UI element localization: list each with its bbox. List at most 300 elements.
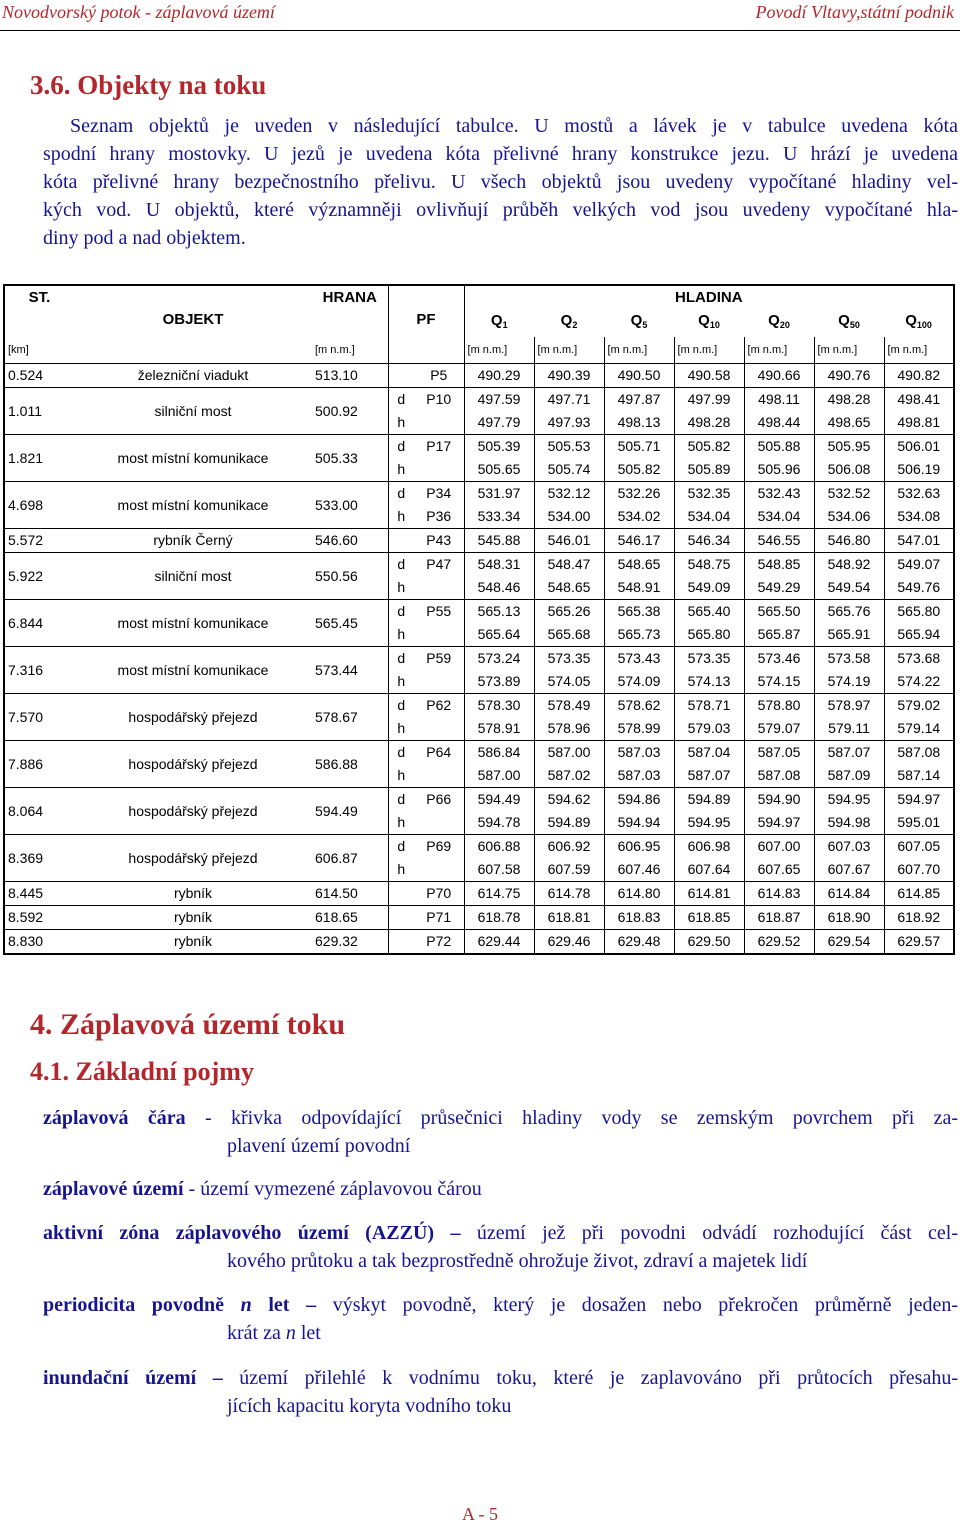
cell-level: 607.00 <box>744 835 814 859</box>
cell-level: 548.31 <box>464 553 534 577</box>
cell-station: 0.524 <box>4 364 74 388</box>
cell-level: 545.88 <box>464 529 534 553</box>
cell-level: 490.39 <box>534 364 604 388</box>
cell-level: 578.99 <box>604 717 674 741</box>
cell-level: 534.08 <box>884 505 954 529</box>
cell-pf: P71 <box>414 906 464 930</box>
cell-level: 548.46 <box>464 576 534 600</box>
cell-level: 565.94 <box>884 623 954 647</box>
cell-level: 578.49 <box>534 694 604 718</box>
unit-hrana: [m n.m.] <box>312 337 388 364</box>
cell-level: 573.89 <box>464 670 534 694</box>
cell-level: 534.04 <box>744 505 814 529</box>
table-row <box>4 435 954 459</box>
cell-object: most místní komunikace <box>74 435 312 482</box>
cell-level: 629.44 <box>464 930 534 955</box>
cell-object: hospodářský přejezd <box>74 835 312 882</box>
cell-pf: P66 <box>414 788 464 812</box>
cell-level: 587.03 <box>604 764 674 788</box>
cell-level: 578.30 <box>464 694 534 718</box>
cell-level: 548.85 <box>744 553 814 577</box>
cell-level: 586.84 <box>464 741 534 765</box>
cell-level: 548.92 <box>814 553 884 577</box>
cell-level: 498.81 <box>884 411 954 435</box>
definition-item: záplavové území - území vymezené záplavovou čárou <box>43 1178 482 1200</box>
cell-level: 614.84 <box>814 882 884 906</box>
cell-level: 629.48 <box>604 930 674 955</box>
cell-pf: P17 <box>414 435 464 459</box>
cell-object: hospodářský přejezd <box>74 788 312 835</box>
definition-term: záplavová čára <box>43 1107 186 1129</box>
cell-station: 5.922 <box>4 553 74 600</box>
cell-hrana: 505.33 <box>312 435 388 482</box>
cell-level: 505.89 <box>674 458 744 482</box>
cell-level: 490.82 <box>884 364 954 388</box>
cell-object: hospodářský přejezd <box>74 741 312 788</box>
cell-level: 606.92 <box>534 835 604 859</box>
cell-side: d <box>388 694 414 718</box>
cell-level: 505.65 <box>464 458 534 482</box>
cell-level: 498.13 <box>604 411 674 435</box>
cell-level: 578.80 <box>744 694 814 718</box>
cell-level: 587.00 <box>534 741 604 765</box>
cell-level: 607.59 <box>534 858 604 882</box>
cell-level: 594.94 <box>604 811 674 835</box>
cell-station: 7.886 <box>4 741 74 788</box>
cell-level: 618.83 <box>604 906 674 930</box>
cell-level: 505.71 <box>604 435 674 459</box>
cell-level: 594.97 <box>884 788 954 812</box>
cell-level: 587.14 <box>884 764 954 788</box>
cell-side: h <box>388 858 414 882</box>
table-row <box>4 647 954 671</box>
cell-object: rybník Černý <box>74 529 312 553</box>
cell-level: 594.49 <box>464 788 534 812</box>
page-number: A - 5 <box>462 1504 498 1524</box>
cell-level: 546.80 <box>814 529 884 553</box>
header-q-5: $Q_5$ <box>630 312 648 330</box>
cell-level: 587.08 <box>744 764 814 788</box>
header-q-1: $Q_1$ <box>464 309 534 337</box>
definition-text: kového průtoku a tak bezprostředně ohrožuje život, zdraví a majetek lidí <box>227 1250 808 1272</box>
definition-text: území vymezené záplavovou čárou <box>200 1178 482 1200</box>
cell-level: 618.81 <box>534 906 604 930</box>
cell-object: most místní komunikace <box>74 482 312 529</box>
definition-item: záplavová čára - křivka odpovídající průsečnici hladiny vody se zemským povrchem při za- plavení území povodní <box>43 1104 958 1160</box>
cell-level: 587.02 <box>534 764 604 788</box>
cell-level: 505.82 <box>604 458 674 482</box>
cell-pf <box>414 858 464 882</box>
cell-pf <box>414 623 464 647</box>
cell-hrana: 606.87 <box>312 835 388 882</box>
cell-level: 573.46 <box>744 647 814 671</box>
definition-text: území přilehlé k vodnímu toku, které je zaplavováno při průtocích přesahu- <box>239 1367 958 1389</box>
unit-q: [m n.m.] <box>674 337 744 364</box>
cell-level: 565.76 <box>814 600 884 624</box>
cell-hrana: 513.10 <box>312 364 388 388</box>
cell-pf <box>414 670 464 694</box>
intro-line: kóta přelivné hrany bezpečnostního přelivu. U všech objektů jsou uvedeny vypočítané hladiny vel- <box>43 171 958 193</box>
header-st: ST. <box>28 289 51 306</box>
cell-level: 578.96 <box>534 717 604 741</box>
cell-side: h <box>388 623 414 647</box>
cell-level: 549.07 <box>884 553 954 577</box>
cell-level: 565.80 <box>884 600 954 624</box>
cell-side: h <box>388 458 414 482</box>
table-row <box>4 788 954 812</box>
cell-pf: P5 <box>414 364 464 388</box>
cell-side: h <box>388 717 414 741</box>
cell-object: rybník <box>74 930 312 955</box>
cell-level: 574.13 <box>674 670 744 694</box>
cell-pf: P55 <box>414 600 464 624</box>
cell-level: 534.00 <box>534 505 604 529</box>
unit-q: [m n.m.] <box>604 337 674 364</box>
cell-side: d <box>388 647 414 671</box>
header-organization: Povodí Vltavy,státní podnik <box>755 2 954 22</box>
cell-level: 629.52 <box>744 930 814 955</box>
cell-level: 497.99 <box>674 388 744 412</box>
cell-side: h <box>388 764 414 788</box>
cell-level: 490.29 <box>464 364 534 388</box>
cell-side: h <box>388 576 414 600</box>
cell-level: 614.78 <box>534 882 604 906</box>
cell-level: 573.24 <box>464 647 534 671</box>
cell-level: 587.03 <box>604 741 674 765</box>
table-row <box>4 529 954 553</box>
cell-level: 565.73 <box>604 623 674 647</box>
cell-level: 579.03 <box>674 717 744 741</box>
cell-level: 549.29 <box>744 576 814 600</box>
cell-level: 490.66 <box>744 364 814 388</box>
table-row <box>4 553 954 577</box>
cell-level: 505.88 <box>744 435 814 459</box>
table-row <box>4 741 954 765</box>
cell-pf: P36 <box>426 508 452 524</box>
cell-level: 565.64 <box>464 623 534 647</box>
cell-object: železniční viadukt <box>74 364 312 388</box>
cell-level: 547.01 <box>884 529 954 553</box>
definition-term: aktivní zóna záplavového území (AZZÚ) <box>43 1222 435 1244</box>
cell-station: 1.821 <box>4 435 74 482</box>
header-q-100: $Q_{100}$ <box>905 312 932 330</box>
cell-level: 505.53 <box>534 435 604 459</box>
cell-level: 573.68 <box>884 647 954 671</box>
cell-hrana: 500.92 <box>312 388 388 435</box>
cell-level: 548.65 <box>604 553 674 577</box>
definition-text: plavení území povodní <box>227 1135 411 1157</box>
definition-item: aktivní zóna záplavového území (AZZÚ) – území jež při povodni odvádí rozhodující část cel- kového průtoku a tak bezprostředně ohrožuje život, zdraví a majetek lidí <box>43 1219 958 1275</box>
cell-pf <box>414 576 464 600</box>
cell-level: 505.95 <box>814 435 884 459</box>
cell-level: 607.65 <box>744 858 814 882</box>
cell-level: 497.79 <box>464 411 534 435</box>
cell-level: 594.90 <box>744 788 814 812</box>
definition-item: inundační území – území přilehlé k vodnímu toku, které je zaplavováno při průtocích přesahu- jících kapacitu koryta vodního toku <box>43 1364 958 1420</box>
cell-pf: P69 <box>414 835 464 859</box>
cell-level: 606.95 <box>604 835 674 859</box>
cell-hrana: 618.65 <box>312 906 388 930</box>
table-row <box>4 482 954 506</box>
definition-term: inundační území <box>43 1367 197 1389</box>
cell-level: 498.65 <box>814 411 884 435</box>
cell-level: 618.92 <box>884 906 954 930</box>
cell-level: 565.91 <box>814 623 884 647</box>
intro-line: diny pod a nad objektem. <box>43 227 246 249</box>
cell-station: 6.844 <box>4 600 74 647</box>
cell-level: 549.54 <box>814 576 884 600</box>
table-row <box>4 930 954 955</box>
cell-object: rybník <box>74 882 312 906</box>
cell-level: 565.38 <box>604 600 674 624</box>
cell-object: most místní komunikace <box>74 647 312 694</box>
cell-pf: P10 <box>414 388 464 412</box>
cell-side: d <box>388 482 414 506</box>
cell-level: 629.46 <box>534 930 604 955</box>
cell-level: 548.47 <box>534 553 604 577</box>
cell-level: 594.78 <box>464 811 534 835</box>
cell-level: 578.91 <box>464 717 534 741</box>
table-row <box>4 388 954 412</box>
header-pf: PF <box>388 285 464 337</box>
cell-object: silniční most <box>74 388 312 435</box>
cell-pf <box>414 717 464 741</box>
cell-level: 594.98 <box>814 811 884 835</box>
cell-level: 506.01 <box>884 435 954 459</box>
definition-term: záplavové území <box>43 1178 184 1200</box>
cell-level: 497.71 <box>534 388 604 412</box>
cell-pf: P59 <box>414 647 464 671</box>
header-q-10: $Q_{10}$ <box>698 312 720 330</box>
cell-object: silniční most <box>74 553 312 600</box>
cell-side: d <box>388 435 414 459</box>
cell-level: 607.67 <box>814 858 884 882</box>
cell-side: h <box>388 670 414 694</box>
cell-side <box>388 906 414 930</box>
cell-level: 565.87 <box>744 623 814 647</box>
cell-level: 618.87 <box>744 906 814 930</box>
cell-level: 548.75 <box>674 553 744 577</box>
cell-hrana: 565.45 <box>312 600 388 647</box>
cell-level: 565.13 <box>464 600 534 624</box>
cell-level: 629.50 <box>674 930 744 955</box>
cell-station: 8.592 <box>4 906 74 930</box>
cell-level: 565.68 <box>534 623 604 647</box>
cell-hrana: 578.67 <box>312 694 388 741</box>
cell-level: 565.40 <box>674 600 744 624</box>
cell-level: 587.07 <box>674 764 744 788</box>
subchapter-title: 4.1. Základní pojmy <box>30 1057 254 1086</box>
cell-level: 497.93 <box>534 411 604 435</box>
cell-hrana: 550.56 <box>312 553 388 600</box>
table-row <box>4 835 954 859</box>
cell-pf <box>414 411 464 435</box>
cell-side <box>388 882 414 906</box>
cell-side: h <box>388 811 414 835</box>
cell-level: 533.34 <box>464 505 534 529</box>
definition-text: krát za n let <box>227 1322 321 1344</box>
unit-km: [km] <box>4 337 74 364</box>
cell-station: 7.316 <box>4 647 74 694</box>
header-q-20: $Q_{20}$ <box>768 312 790 330</box>
cell-level: 614.81 <box>674 882 744 906</box>
cell-level: 497.87 <box>604 388 674 412</box>
cell-level: 594.89 <box>534 811 604 835</box>
cell-level: 574.22 <box>884 670 954 694</box>
cell-side <box>388 364 414 388</box>
table-row <box>4 600 954 624</box>
cell-level: 606.88 <box>464 835 534 859</box>
cell-level: 614.75 <box>464 882 534 906</box>
cell-level: 549.76 <box>884 576 954 600</box>
cell-station: 8.830 <box>4 930 74 955</box>
cell-level: 573.35 <box>674 647 744 671</box>
cell-level: 498.28 <box>674 411 744 435</box>
cell-object: rybník <box>74 906 312 930</box>
cell-pf <box>414 811 464 835</box>
cell-level: 497.59 <box>464 388 534 412</box>
table-row <box>4 364 954 388</box>
cell-hrana: 586.88 <box>312 741 388 788</box>
cell-level: 578.71 <box>674 694 744 718</box>
cell-pf <box>414 458 464 482</box>
cell-level: 607.64 <box>674 858 744 882</box>
unit-q: [m n.m.] <box>884 337 954 364</box>
definition-term: periodicita povodně n let <box>43 1294 290 1316</box>
definition-text: křivka odpovídající průsečnici hladiny vody se zemským povrchem při za- <box>230 1107 958 1129</box>
cell-level: 614.83 <box>744 882 814 906</box>
header-hrana: HRANA <box>322 289 377 306</box>
cell-level: 505.96 <box>744 458 814 482</box>
cell-hrana: 629.32 <box>312 930 388 955</box>
definition-text: výskyt povodně, který je dosažen nebo překročen průměrně jeden- <box>332 1294 959 1316</box>
cell-level: 578.62 <box>604 694 674 718</box>
cell-level: 587.07 <box>814 741 884 765</box>
cell-level: 505.39 <box>464 435 534 459</box>
cell-level: 505.74 <box>534 458 604 482</box>
cell-level: 549.09 <box>674 576 744 600</box>
cell-level: 546.55 <box>744 529 814 553</box>
cell-pf: P34 <box>414 482 464 506</box>
header-objekt: OBJEKT <box>162 311 224 328</box>
cell-level: 574.15 <box>744 670 814 694</box>
cell-level: 506.19 <box>884 458 954 482</box>
cell-level: 498.44 <box>744 411 814 435</box>
cell-level: 532.63 <box>884 482 954 506</box>
cell-side <box>388 930 414 955</box>
cell-side: d <box>388 388 414 412</box>
cell-level: 565.26 <box>534 600 604 624</box>
cell-level: 531.97 <box>464 482 534 506</box>
intro-line: kých vod. U objektů, které významněji ovlivňují průběh velkých vod jsou uvedeny vypočítané hla- <box>43 199 958 221</box>
cell-level: 578.97 <box>814 694 884 718</box>
cell-level: 548.65 <box>534 576 604 600</box>
cell-side: d <box>388 600 414 624</box>
cell-pf: P64 <box>414 741 464 765</box>
cell-level: 587.00 <box>464 764 534 788</box>
cell-level: 490.58 <box>674 364 744 388</box>
cell-pf: P72 <box>414 930 464 955</box>
cell-hrana: 573.44 <box>312 647 388 694</box>
cell-hrana: 533.00 <box>312 482 388 529</box>
cell-level: 574.05 <box>534 670 604 694</box>
cell-level: 546.01 <box>534 529 604 553</box>
header-document-title: Novodvorský potok - záplavová území <box>2 2 275 22</box>
cell-level: 579.02 <box>884 694 954 718</box>
cell-level: 573.58 <box>814 647 884 671</box>
cell-pf <box>414 764 464 788</box>
cell-level: 506.08 <box>814 458 884 482</box>
cell-level: 587.05 <box>744 741 814 765</box>
unit-q: [m n.m.] <box>464 337 534 364</box>
cell-level: 594.95 <box>814 788 884 812</box>
cell-level: 579.11 <box>814 717 884 741</box>
cell-level: 594.95 <box>674 811 744 835</box>
cell-level: 606.98 <box>674 835 744 859</box>
cell-level: 532.35 <box>674 482 744 506</box>
cell-level: 498.11 <box>744 388 814 412</box>
cell-side: d <box>388 741 414 765</box>
cell-level: 490.76 <box>814 364 884 388</box>
cell-level: 607.70 <box>884 858 954 882</box>
cell-level: 594.62 <box>534 788 604 812</box>
intro-line: Seznam objektů je uveden v následující tabulce. U mostů a lávek je v tabulce uvedena kóta <box>70 115 958 137</box>
cell-level: 548.91 <box>604 576 674 600</box>
cell-level: 534.02 <box>604 505 674 529</box>
cell-level: 595.01 <box>884 811 954 835</box>
cell-level: 614.85 <box>884 882 954 906</box>
cell-level: 618.90 <box>814 906 884 930</box>
unit-q: [m n.m.] <box>814 337 884 364</box>
objects-table <box>3 284 955 955</box>
cell-level: 618.85 <box>674 906 744 930</box>
cell-level: 574.19 <box>814 670 884 694</box>
cell-object: most místní komunikace <box>74 600 312 647</box>
cell-level: 534.06 <box>814 505 884 529</box>
cell-level: 579.14 <box>884 717 954 741</box>
cell-level: 629.54 <box>814 930 884 955</box>
cell-level: 594.89 <box>674 788 744 812</box>
cell-level: 574.09 <box>604 670 674 694</box>
cell-level: 498.28 <box>814 388 884 412</box>
cell-level: 532.43 <box>744 482 814 506</box>
header-q-2: $Q_2$ <box>560 312 578 330</box>
intro-paragraph <box>43 112 958 252</box>
cell-station: 5.572 <box>4 529 74 553</box>
cell-level: 607.03 <box>814 835 884 859</box>
cell-level: 505.82 <box>674 435 744 459</box>
header-rule <box>0 30 960 31</box>
cell-side: h <box>388 505 414 529</box>
cell-level: 607.58 <box>464 858 534 882</box>
cell-level: 573.43 <box>604 647 674 671</box>
cell-pf: P43 <box>414 529 464 553</box>
cell-station: 7.570 <box>4 694 74 741</box>
cell-object: hospodářský přejezd <box>74 694 312 741</box>
cell-level: 607.05 <box>884 835 954 859</box>
cell-level: 546.17 <box>604 529 674 553</box>
cell-level: 614.80 <box>604 882 674 906</box>
cell-side: d <box>388 553 414 577</box>
unit-q: [m n.m.] <box>534 337 604 364</box>
cell-level: 607.46 <box>604 858 674 882</box>
cell-pf: P47 <box>414 553 464 577</box>
cell-level: 546.34 <box>674 529 744 553</box>
cell-station: 8.064 <box>4 788 74 835</box>
cell-level: 618.78 <box>464 906 534 930</box>
header-hladina: HLADINA <box>464 285 954 309</box>
section-title: 3.6. Objekty na toku <box>30 70 267 100</box>
